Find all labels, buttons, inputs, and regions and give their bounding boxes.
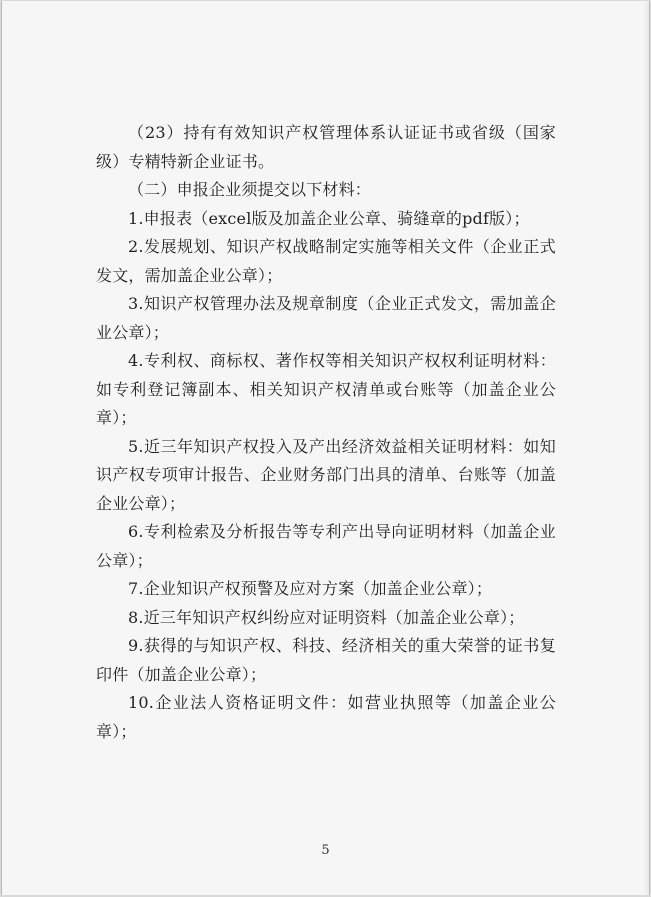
paragraph-item-23: （23）持有有效知识产权管理体系认证证书或省级（国家级）专精特新企业证书。: [96, 123, 556, 171]
material-item-9: 9.获得的与知识产权、科技、经济相关的重大荣誉的证书复印件（加盖企业公章）；: [96, 636, 556, 684]
page-number: 5: [321, 843, 330, 858]
page-edge-shadow: [643, 1, 649, 895]
material-item-1: 1.申报表（excel版及加盖企业公章、骑缝章的pdf版）；: [128, 208, 530, 228]
material-item-7: 7.企业知识产权预警及应对方案（加盖企业公章）；: [128, 579, 493, 598]
material-item-2: 2.发展规划、知识产权战略制定实施等相关文件（企业正式发文，需加盖企业公章）；: [96, 237, 556, 285]
material-item-10: 10.企业法人资格证明文件：如营业执照等（加盖企业公章）；: [96, 693, 556, 741]
section-heading-required-materials: （二）申报企业须提交以下材料：: [128, 180, 372, 199]
material-item-4: 4.专利权、商标权、著作权等相关知识产权权利证明材料：如专利登记簿副本、相关知识产权清单或台账等（加盖企业公章）；: [96, 351, 556, 427]
material-item-6: 6.专利检索及分析报告等专利产出导向证明材料（加盖企业公章）；: [96, 522, 556, 570]
document-page: [1, 1, 650, 895]
material-item-5: 5.近三年知识产权投入及产出经济效益相关证明材料：如知识产权专项审计报告、企业财务部门出具的清单、台账等（加盖企业公章）；: [96, 436, 556, 513]
document-body: [96, 119, 556, 746]
material-item-3: 3.知识产权管理办法及规章制度（企业正式发文，需加盖企业公章）；: [96, 294, 556, 342]
material-item-8: 8.近三年知识产权纠纷应对证明资料（加盖企业公章）；: [128, 607, 525, 627]
